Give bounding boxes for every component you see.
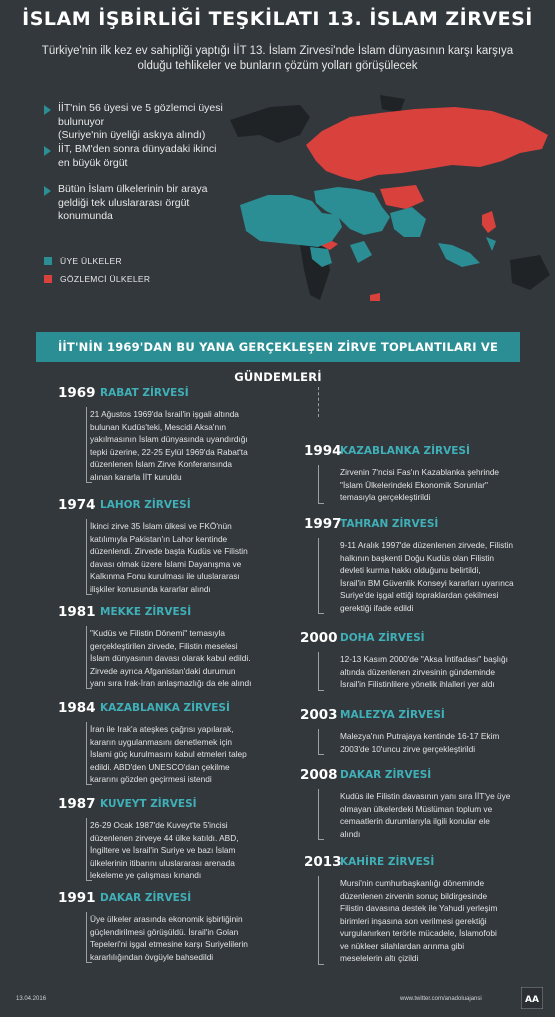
description-line: 12-13 Kasım 2000'de "Aksa İntifadası" başlığı xyxy=(340,654,508,664)
description-line: vurgulanırken terörle mücadele, İslamofobi xyxy=(340,928,497,938)
description-line: Suriye'de işgal ettiği topraklardan çekilmesi xyxy=(340,590,499,600)
description-line: İsrail'in BM Güvenlik Konseyi kararları uyarınca xyxy=(340,577,514,588)
timeline-tick xyxy=(318,503,324,504)
description-line: bulunan Kudüs'teki, Mescidi Aksa'nın xyxy=(90,421,226,432)
description-line: yanı sıra Irak-İran anlaşmazlığı da ele alındı xyxy=(90,678,252,688)
timeline-line xyxy=(86,626,87,688)
description-line: kararını gözden geçirmesi istendi xyxy=(90,774,212,784)
summit-name: TAHRAN ZİRVESİ xyxy=(340,518,439,530)
description-line: tepki üzerine, 22-25 Eylül 1969'da Rabat'ta xyxy=(90,446,248,457)
fact-line: İİT, BM'den sonra dünyadaki ikinci xyxy=(58,143,217,155)
description-line: devleti kurma hakkı olduğunu belirtildi, xyxy=(340,565,481,575)
fact-line: en büyük örgüt xyxy=(58,156,128,169)
legend-label-members: ÜYE ÜLKELER xyxy=(60,256,122,266)
summit-year: 1969 xyxy=(58,385,96,401)
description-line: temasıyla gerçekleştirildi xyxy=(340,492,431,502)
timeline-line xyxy=(86,407,87,482)
description-line: birimleri inşasına son verilmesi gerektiği xyxy=(340,915,487,926)
triangle-bullet-icon xyxy=(44,105,51,115)
summit-year: 2013 xyxy=(304,854,342,870)
page-title: İSLAM İŞBİRLİĞİ TEŞKİLATI 13. İSLAM ZİRVESİ xyxy=(22,8,533,30)
publish-date: 13.04.2016 xyxy=(16,996,47,1002)
description-line: meselelerin altı çizildi xyxy=(340,953,419,963)
summit-description xyxy=(90,408,258,483)
description-line: Zirvede ayrıca Afganistan'daki durumun xyxy=(90,665,236,676)
description-line: Filistin davasına destek ile Yahudi yerleşim xyxy=(340,903,498,913)
legend-swatch-observers xyxy=(44,275,52,283)
description-line: olmayan ülkelerdeki Müslüman toplum ve xyxy=(340,803,493,814)
legend-label-observers: GÖZLEMCİ ÜLKELER xyxy=(60,274,151,284)
timeline-line xyxy=(86,912,87,962)
fact-line: Bütün İslam ülkelerinin bir araya xyxy=(58,183,208,195)
summit-description xyxy=(90,819,258,882)
description-line: 21 Ağustos 1969'da İsrail'in işgali altında xyxy=(90,409,239,419)
description-line: Üye ülkeler arasında ekonomik işbirliğinin xyxy=(90,914,243,924)
description-line: "Kudüs ve Filistin Dönemi" temasıyla xyxy=(90,628,226,638)
description-line: alındı xyxy=(340,828,361,839)
summit-description xyxy=(340,790,511,840)
fact-line: konumunda xyxy=(58,210,113,222)
fact-line: İİT'nin 56 üyesi ve 5 gözlemci üyesi bulunuyor xyxy=(58,102,223,128)
description-line: ve nükleer silahlardan arınma gibi xyxy=(340,940,465,951)
summit-name: KUVEYT ZİRVESİ xyxy=(100,798,197,810)
description-line: ülkelerinin itibarını uluslararası arenada xyxy=(90,857,235,868)
svg-text:AA: AA xyxy=(525,995,539,1005)
timeline-line xyxy=(318,876,319,964)
description-line: İran ile Irak'a ateşkes çağrısı yapılarak, xyxy=(90,724,234,734)
description-line: Mursi'nin cumhurbaşkanlığı döneminde xyxy=(340,878,485,888)
description-line: İngiltere ve İsrail'in Suriye ve bazı İslam xyxy=(90,845,236,855)
description-line: gerektiği ifade edildi xyxy=(340,602,414,613)
timeline-line xyxy=(318,465,319,503)
timeline-line xyxy=(318,789,319,839)
summit-name: MEKKE ZİRVESİ xyxy=(100,606,192,618)
description-line: düzenlenen zirvenin sonuç bildirgesinde xyxy=(340,890,488,901)
description-line: lekeleme ye çalışması kınandı xyxy=(90,870,202,880)
summit-name: RABAT ZİRVESİ xyxy=(100,387,189,399)
summit-name: KAHİRE ZİRVESİ xyxy=(340,856,435,868)
summit-year: 1997 xyxy=(304,516,342,532)
summit-description xyxy=(90,520,258,595)
subtitle-line: Türkiye'nin ilk kez ev sahipliği yaptığı İİT 13. İslam Zirvesi'nde İslam dünyasının karşı karşıya xyxy=(41,45,514,57)
description-line: İsrail'in Filistinlilere yönelik ihlalleri yer aldı xyxy=(340,679,495,689)
description-line: güçlendirilmesi görüşüldü. İsrail'in Golan xyxy=(90,926,239,937)
twitter-link[interactable]: www.twitter.com/anadoluajansi xyxy=(400,996,482,1002)
description-line: İkinci zirve 35 İslam ülkesi ve FKÖ'nün xyxy=(90,521,232,531)
summit-name: DOHA ZİRVESİ xyxy=(340,632,425,644)
description-line: davası olmak üzere İslami Dayanışma ve xyxy=(90,558,242,569)
description-line: Malezya'nın Putrajaya kentinde 16-17 Ekim xyxy=(340,731,500,741)
fact-line: (Suriye'nin üyeliği askıya alındı) xyxy=(58,129,206,141)
summit-name: MALEZYA ZİRVESİ xyxy=(340,709,445,721)
summit-description xyxy=(90,627,258,690)
summit-year: 1981 xyxy=(58,604,96,620)
description-line: halkının başkenti Doğu Kudüs olan Filistin xyxy=(340,552,495,563)
summit-name: KAZABLANKA ZİRVESİ xyxy=(340,445,470,457)
timeline-line xyxy=(86,722,87,784)
timeline-line xyxy=(318,652,319,690)
description-line: düzenlendi. Zirvede başta Kudüs ve Filistin xyxy=(90,546,248,556)
legend-members xyxy=(44,256,204,268)
summit-name: DAKAR ZİRVESİ xyxy=(100,892,192,904)
legend-observers xyxy=(44,274,204,286)
summit-description xyxy=(90,913,258,963)
timeline-tick xyxy=(318,690,324,691)
description-line: İslami güç kurulmasını kabul etmeleri talep xyxy=(90,749,247,759)
summit-description xyxy=(340,877,508,965)
legend-swatch-members xyxy=(44,257,52,265)
description-line: 2003'de 10'uncu zirve gerçekleştirildi xyxy=(340,743,476,754)
summit-name: LAHOR ZİRVESİ xyxy=(100,499,191,511)
summit-year: 2003 xyxy=(300,707,338,723)
summit-year: 1984 xyxy=(58,700,96,716)
description-line: altında düzenlenen zirvesinin gündeminde xyxy=(340,666,495,677)
summit-name: DAKAR ZİRVESİ xyxy=(340,769,432,781)
summit-year: 1991 xyxy=(58,890,96,906)
description-line: İslam dünyasının davası olarak kabul edildi. xyxy=(90,653,251,663)
description-line: 26-29 Ocak 1987'de Kuveyt'te 5'incisi xyxy=(90,820,228,830)
summit-name: KAZABLANKA ZİRVESİ xyxy=(100,702,230,714)
description-line: kararın uygulanmasını denetlemek için xyxy=(90,736,233,747)
timeline-tick xyxy=(318,964,324,965)
description-line: 9-11 Aralık 1997'de düzenlenen zirvede, Filistin xyxy=(340,540,514,550)
description-line: Tepeleri'ni işgal etmesine karşı Suriyelilerin xyxy=(90,939,248,949)
summit-description xyxy=(340,653,508,691)
page-subtitle xyxy=(40,44,515,74)
description-line: "İslam Ülkelerindeki Ekonomik Sorunlar" xyxy=(340,479,488,490)
timeline-banner-text: İİT'NİN 1969'DAN BU YANA GERÇEKLEŞEN ZİRVE TOPLANTILARI VE GÜNDEMLERİ xyxy=(57,340,499,384)
summit-year: 2008 xyxy=(300,767,338,783)
timeline-line xyxy=(86,519,87,594)
timeline-tick xyxy=(318,839,324,840)
summit-year: 2000 xyxy=(300,630,338,646)
summit-year: 1987 xyxy=(58,796,96,812)
triangle-bullet-icon xyxy=(44,146,51,156)
description-line: Kudüs ile Filistin davasının yanı sıra İİT'ye üye xyxy=(340,791,511,801)
timeline-banner xyxy=(36,332,520,384)
subtitle-line: olduğu tehlikeler ve bunların çözüm yolları görüşülecek xyxy=(137,60,418,72)
summit-year: 1974 xyxy=(58,497,96,513)
summit-year: 1994 xyxy=(304,443,342,459)
timeline-tick xyxy=(318,613,324,614)
description-line: kararlılığından övgüyle bahsedildi xyxy=(90,951,214,962)
description-line: alınan kararla İİT kuruldu xyxy=(90,471,182,482)
description-line: cemaatlerin durumlarıyla ilgili konular ele xyxy=(340,816,490,826)
description-line: gerçekleştirilen zirvede, Filistin meselesi xyxy=(90,640,238,651)
timeline-line xyxy=(86,818,87,880)
fact-line: geldiği tek uluslararası örgüt xyxy=(58,196,190,209)
description-line: düzenlenen İslam Zirve Konferansında xyxy=(90,459,233,469)
timeline-tick xyxy=(318,754,324,755)
anadolu-agency-logo xyxy=(521,987,543,1009)
summit-description xyxy=(340,730,508,755)
description-line: edildi. ABD'den UNESCO'dan çekilme xyxy=(90,761,230,772)
description-line: Kalkınma Fonu kurulması ile uluslararası xyxy=(90,571,240,581)
description-line: düzenlenen zirveye 44 ülke katıldı. ABD, xyxy=(90,832,239,843)
summit-description xyxy=(340,466,508,504)
world-map xyxy=(230,95,555,310)
summit-description xyxy=(340,539,514,614)
description-line: Zirvenin 7'ncisi Fas'ın Kazablanka şehrinde xyxy=(340,467,500,477)
triangle-bullet-icon xyxy=(44,186,51,196)
timeline-line xyxy=(318,729,319,754)
timeline-connector-dash xyxy=(318,387,319,417)
timeline-line xyxy=(318,538,319,613)
description-line: katılımıyla Pakistan'ın Lahor kentinde xyxy=(90,533,228,544)
description-line: ilişkiler konusunda kararlar alındı xyxy=(90,583,211,594)
summit-description xyxy=(90,723,258,786)
description-line: yakılmasının İslam dünyasında uyandırdığı xyxy=(90,434,248,444)
